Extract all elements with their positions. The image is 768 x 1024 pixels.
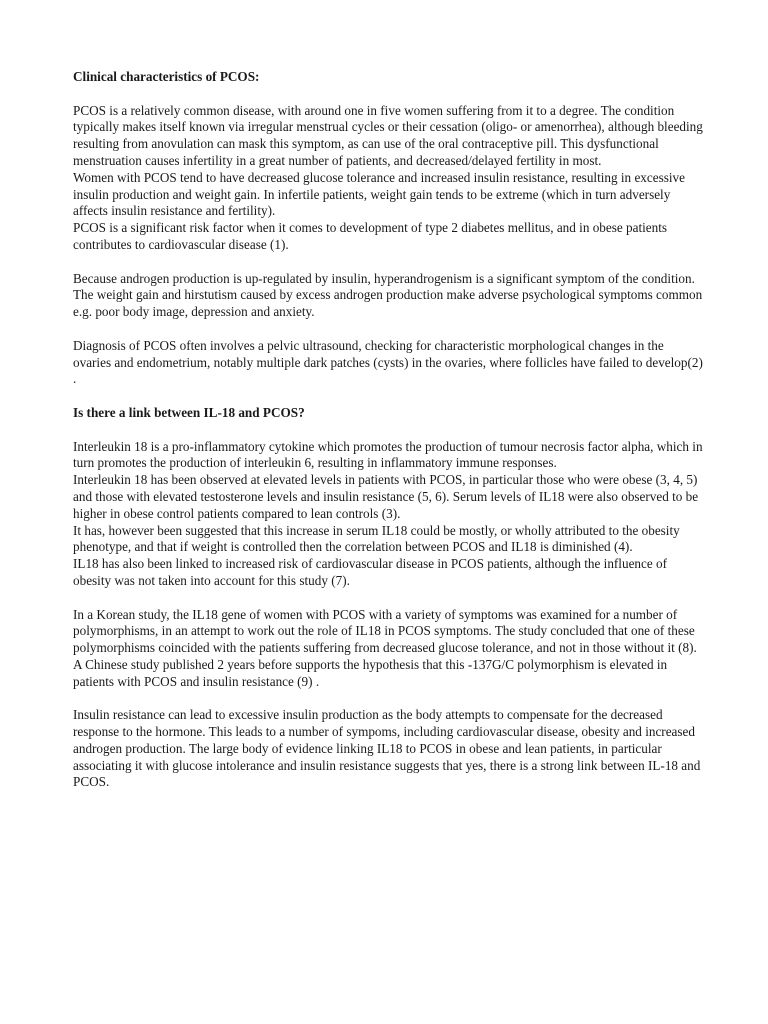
paragraph-interleukin-definition: Interleukin 18 is a pro-inflammatory cytokine which promotes the production of tumour necrosis factor alpha, which in turn promotes the production of interleukin 6, resulting in inflammatory immune responses. (73, 438, 703, 471)
heading-clinical-characteristics: Clinical characteristics of PCOS: (73, 69, 260, 84)
spacer (73, 86, 703, 103)
paragraph-il18-elevated-levels: Interleukin 18 has been observed at elevated levels in patients with PCOS, in particular those who were obese (3, 4, 5) and those with elevated testosterone levels and insulin resistance (5, 6). Serum levels of IL18 were also observed to be higher in obese control patients compared to lean controls (3). (73, 472, 699, 521)
spacer (73, 422, 703, 439)
paragraph-diagnosis: Diagnosis of PCOS often involves a pelvic ultrasound, checking for characteristic morphological changes in the ovaries and endometrium, notably multiple dark patches (cysts) in the ovaries, where follicles have failed to develop(2) . (73, 337, 703, 387)
heading-il18-link: Is there a link between IL-18 and PCOS? (73, 404, 305, 420)
spacer (73, 321, 703, 338)
paragraph-cardiovascular-risk: IL18 has also been linked to increased risk of cardiovascular disease in PCOS patients, although the influence of obesity was not taken into account for this study (7). (73, 556, 668, 588)
paragraph-korean-study: In a Korean study, the IL18 gene of women with PCOS with a variety of symptoms was examined for a number of polymorphisms, in an attempt to work out the role of IL18 in PCOS symptoms. The study concluded that one of these polymorphisms coincided with the patients suffering from decreased glucose tolerance, and not in those without it (8). A Chinese study published 2 years before supports the hypothesis that this -137G/C polymorphism is elevated in patients with PCOS and insulin resistance (9) . (73, 606, 697, 689)
spacer (73, 590, 703, 607)
paragraph-hyperandrogenism: Because androgen production is up-regulated by insulin, hyperandrogenism is a significant symptom of the condition. The weight gain and hirstutism caused by excess androgen production make adverse psychological symptoms common e.g. poor body image, depression and anxiety. (73, 270, 703, 320)
spacer (73, 388, 703, 405)
paragraph-conclusion: Insulin resistance can lead to excessive insulin production as the body attempts to compensate for the decreased response to the hormone. This leads to a number of sympoms, including cardiovascular disease, obesity and increased androgen production. The large body of evidence linking IL18 to PCOS in obese and lean patients, in particular associating it with glucose intolerance and insulin resistance suggests that yes, there is a strong link between IL-18 and PCOS. (73, 707, 701, 790)
paragraph-glucose-tolerance: Women with PCOS tend to have decreased glucose tolerance and increased insulin resistance, resulting in excessive insulin production and weight gain. In infertile patients, weight gain tends to be extreme (which in turn adversely affects insulin resistance and fertility). (73, 169, 685, 219)
paragraph-pcos-overview: PCOS is a relatively common disease, with around one in five women suffering from it to a degree. The condition typically makes itself known via irregular menstrual cycles or their cessation (oligo- or amenorrhea), although bleeding resulting from anovulation can mask this symptom, as can use of the oral contraceptive pill. This dysfunctional menstruation causes infertility in a great number of patients, and decreased/delayed fertility in most. (73, 102, 703, 168)
paragraph-obesity-phenotype: It has, however been suggested that this increase in serum IL18 could be mostly, or wholly attributed to the obesity phenotype, and that if weight is controlled then the correlation between PCOS and IL18 is diminished (4). (73, 522, 680, 555)
document-body (73, 69, 703, 791)
paragraph-diabetes-risk: PCOS is a significant risk factor when it comes to development of type 2 diabetes mellitus, and in obese patients contributes to cardiovascular disease (1). (73, 220, 668, 252)
spacer (73, 690, 703, 707)
spacer (73, 254, 703, 271)
